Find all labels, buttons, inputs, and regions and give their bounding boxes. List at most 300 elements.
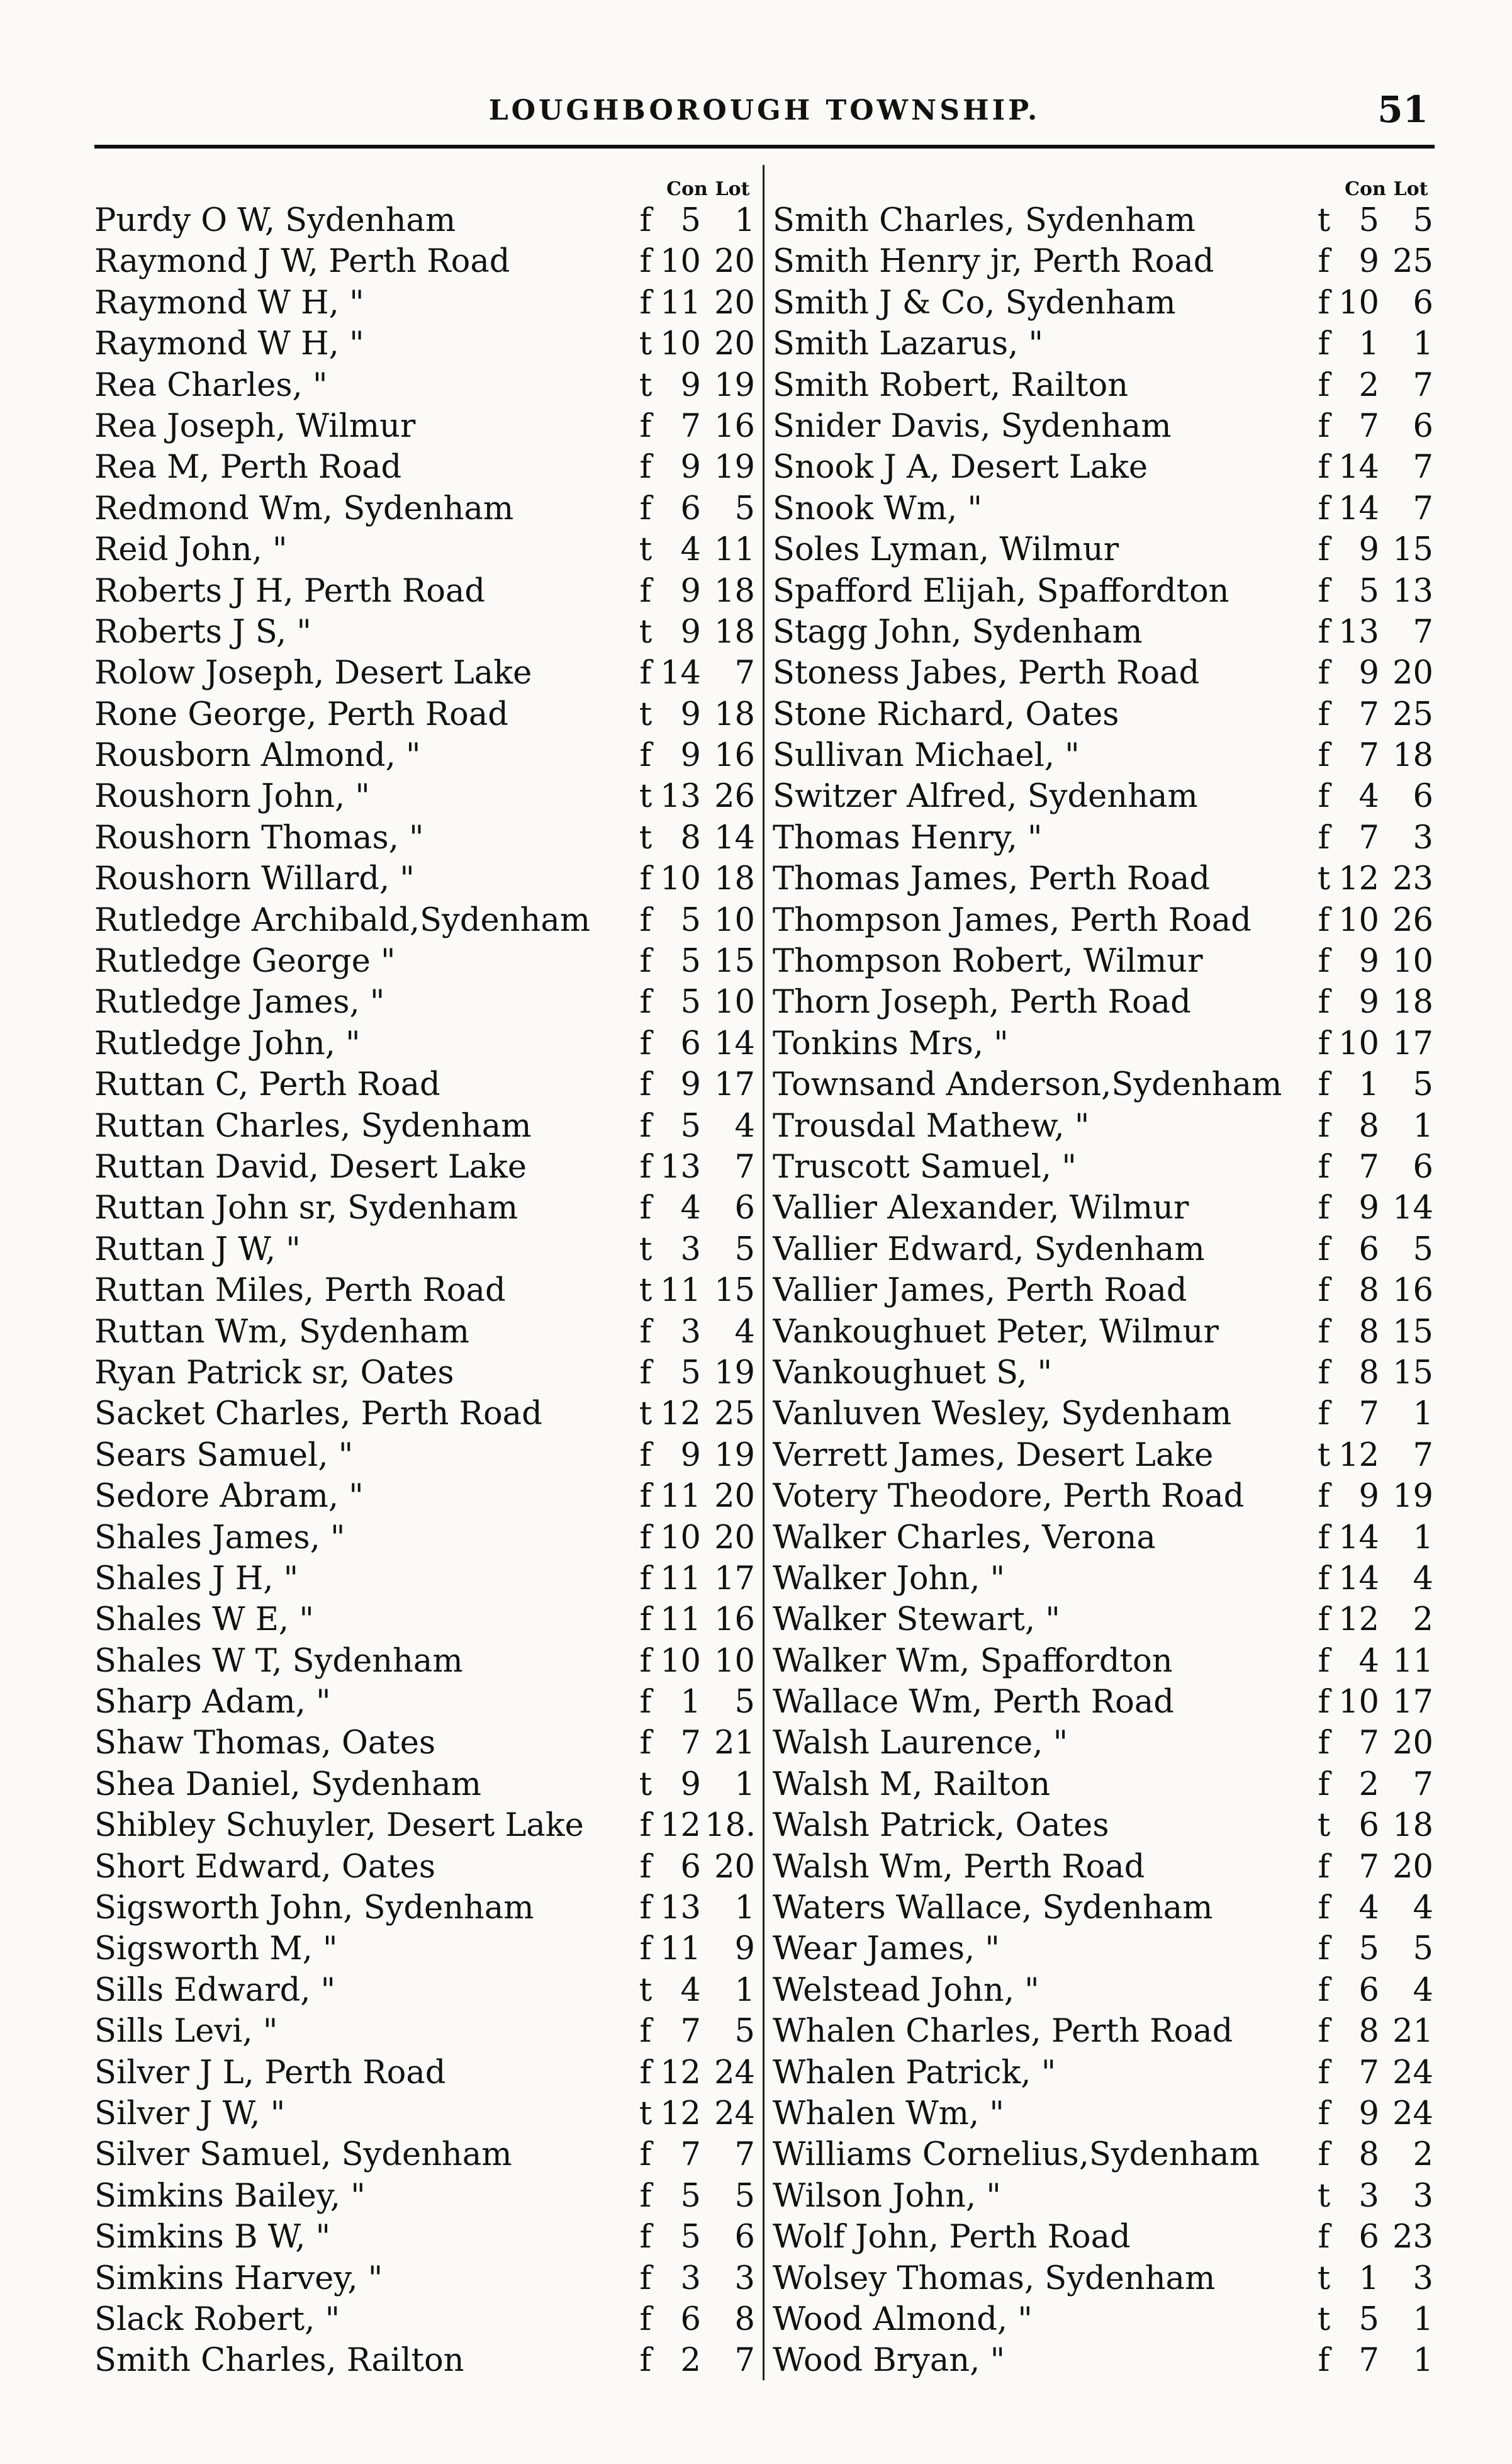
entry-name: Simkins Bailey, ": [94, 2177, 366, 2215]
entry-name: Ruttan David, Desert Lake: [94, 1148, 527, 1186]
entry-tenure: f: [639, 1148, 652, 1186]
entry-tenure: f: [1318, 695, 1330, 733]
entry-lot: 7: [1413, 1436, 1433, 1474]
page-number: 51: [1377, 88, 1428, 131]
entry-name: Short Edward, Oates: [94, 1848, 436, 1886]
entry-concession: 2: [1358, 366, 1379, 404]
entry-lot: 4: [1413, 1889, 1433, 1927]
entry-lot: 19: [714, 1354, 755, 1392]
directory-entry: [773, 1393, 1433, 1434]
entry-lot: 25: [1392, 695, 1433, 733]
entry-tenure: f: [1318, 531, 1330, 569]
entry-concession: 6: [1358, 1971, 1379, 2009]
directory-entry: [94, 941, 755, 982]
entry-tenure: f: [1318, 1889, 1330, 1927]
entry-tenure: f: [639, 2219, 652, 2256]
entry-concession: 9: [680, 572, 701, 610]
entry-name: Walsh M, Railton: [773, 1765, 1051, 1803]
entry-lot: 16: [714, 737, 755, 775]
entry-lot: 7: [734, 2136, 755, 2174]
directory-entry: [94, 1476, 755, 1517]
entry-name: Snook Wm, ": [773, 490, 982, 527]
directory-entry: [773, 2093, 1433, 2134]
entry-concession: 12: [660, 2095, 701, 2132]
directory-entry: [94, 1353, 755, 1393]
con-header: Con: [666, 178, 708, 200]
entry-concession: 12: [1338, 1601, 1379, 1639]
entry-lot: 18: [714, 572, 755, 610]
entry-name: Vankoughuet Peter, Wilmur: [773, 1313, 1219, 1351]
entry-lot: 20: [714, 1848, 755, 1886]
entry-name: Shea Daniel, Sydenham: [94, 1765, 481, 1803]
entry-name: Vallier Edward, Sydenham: [773, 1230, 1205, 1268]
entry-tenure: f: [639, 1642, 652, 1680]
entry-tenure: f: [1318, 1684, 1330, 1721]
entry-name: Stagg John, Sydenham: [773, 613, 1143, 651]
entry-lot: 1: [734, 1889, 755, 1927]
entry-lot: 3: [1413, 2177, 1433, 2215]
entry-name: Snook J A, Desert Lake: [773, 449, 1148, 487]
entry-name: Shibley Schuyler, Desert Lake: [94, 1807, 584, 1845]
entry-lot: 7: [734, 655, 755, 692]
entry-lot: 20: [714, 1478, 755, 1516]
entry-lot: 14: [1392, 1190, 1433, 1227]
entry-name: Wolf John, Perth Road: [773, 2219, 1131, 2256]
entry-concession: 8: [1358, 1272, 1379, 1310]
entry-concession: 5: [680, 2177, 701, 2215]
entry-concession: 7: [1358, 819, 1379, 857]
directory-entry: [94, 283, 755, 323]
entry-tenure: f: [639, 1313, 652, 1351]
directory-entry: [773, 1723, 1433, 1764]
entry-tenure: f: [1318, 1724, 1330, 1762]
directory-entry: [773, 982, 1433, 1023]
entry-tenure: f: [639, 490, 652, 527]
entry-lot: 19: [714, 449, 755, 487]
entry-tenure: f: [1318, 1642, 1330, 1680]
entry-concession: 5: [680, 901, 701, 939]
entry-concession: 10: [1338, 1025, 1379, 1062]
entry-tenure: f: [639, 1519, 652, 1556]
entry-name: Whalen Patrick, ": [773, 2054, 1056, 2091]
entry-name: Smith Charles, Railton: [94, 2342, 464, 2380]
entry-tenure: f: [639, 1066, 652, 1104]
directory-entry: [773, 2299, 1433, 2340]
directory-entry: [773, 694, 1433, 735]
entry-tenure: t: [639, 2095, 652, 2132]
lot-header: Lot: [1393, 178, 1428, 200]
entry-tenure: f: [639, 901, 652, 939]
entry-lot: 23: [1392, 2219, 1433, 2256]
entry-tenure: f: [1318, 325, 1330, 363]
entry-lot: 1: [1413, 1519, 1433, 1556]
directory-entry: [94, 1599, 755, 1640]
directory-entry: [94, 1970, 755, 2011]
directory-entry: [94, 529, 755, 570]
directory-entry: [773, 1599, 1433, 1640]
entry-concession: 9: [1358, 943, 1379, 981]
entry-concession: 11: [660, 1478, 701, 1516]
entry-concession: 1: [1358, 1066, 1379, 1104]
entry-concession: 8: [1358, 2136, 1379, 2174]
entry-tenure: f: [1318, 1066, 1330, 1104]
entry-lot: 2: [1413, 1601, 1433, 1639]
directory-entry: [94, 406, 755, 447]
entry-tenure: t: [639, 1765, 652, 1803]
entry-tenure: f: [639, 1889, 652, 1927]
entry-lot: 5: [1413, 1930, 1433, 1968]
entry-name: Welstead John, ": [773, 1971, 1039, 2009]
directory-entry: [94, 1106, 755, 1147]
entry-lot: 25: [1392, 243, 1433, 281]
entry-concession: 5: [680, 1354, 701, 1392]
entry-concession: 10: [660, 243, 701, 281]
entry-concession: 10: [660, 325, 701, 363]
entry-name: Sharp Adam, ": [94, 1684, 331, 1721]
entry-tenure: f: [1318, 901, 1330, 939]
entry-lot: 18: [714, 860, 755, 898]
entry-lot: 5: [734, 490, 755, 527]
entry-lot: 6: [734, 1190, 755, 1227]
directory-entry: [94, 1517, 755, 1558]
directory-entry: [94, 2299, 755, 2340]
entry-lot: 3: [734, 2259, 755, 2297]
entry-lot: 18: [714, 613, 755, 651]
directory-entry: [773, 858, 1433, 899]
entry-tenure: f: [1318, 1848, 1330, 1886]
right-column-header: [773, 165, 1433, 200]
entry-lot: 14: [714, 819, 755, 857]
entry-tenure: f: [639, 1190, 652, 1227]
entry-lot: 7: [734, 2342, 755, 2380]
entry-tenure: f: [639, 943, 652, 981]
entry-concession: 8: [1358, 1354, 1379, 1392]
entry-name: Shales W T, Sydenham: [94, 1642, 463, 1680]
entry-name: Raymond J W, Perth Road: [94, 243, 510, 281]
directory-entry: [773, 1106, 1433, 1147]
directory-entry: [94, 612, 755, 653]
entry-name: Vanluven Wesley, Sydenham: [773, 1395, 1232, 1433]
lot-header: Lot: [715, 178, 750, 200]
directory-entry: [94, 1435, 755, 1476]
entry-tenure: f: [639, 1601, 652, 1639]
entry-tenure: f: [1318, 778, 1330, 816]
directory-entry: [773, 1435, 1433, 1476]
entry-concession: 9: [1358, 655, 1379, 692]
directory-entry: [773, 283, 1433, 323]
entry-tenure: f: [639, 1930, 652, 1968]
entry-lot: 20: [714, 1519, 755, 1556]
directory-entry: [94, 1064, 755, 1105]
directory-entry: [94, 2340, 755, 2381]
entry-lot: 1: [734, 202, 755, 239]
entry-lot: 1: [734, 1765, 755, 1803]
entry-name: Rutledge John, ": [94, 1025, 361, 1062]
entry-lot: 16: [1392, 1272, 1433, 1310]
entry-name: Snider Davis, Sydenham: [773, 407, 1172, 445]
entry-name: Verrett James, Desert Lake: [773, 1436, 1214, 1474]
entry-name: Roushorn Thomas, ": [94, 819, 424, 857]
entry-tenure: t: [1317, 860, 1331, 898]
entry-lot: 24: [1392, 2054, 1433, 2091]
entry-lot: 1: [1413, 1395, 1433, 1433]
entry-tenure: f: [1318, 943, 1330, 981]
entry-name: Sedore Abram, ": [94, 1478, 364, 1516]
entry-name: Williams Cornelius,Sydenham: [773, 2136, 1260, 2174]
entry-lot: 6: [734, 2219, 755, 2256]
entry-concession: 9: [1358, 243, 1379, 281]
entry-name: Sills Edward, ": [94, 1971, 336, 2009]
directory-entry: [773, 1353, 1433, 1393]
entry-name: Walker John, ": [773, 1560, 1005, 1597]
directory-entry: [94, 241, 755, 282]
entry-lot: 5: [734, 2177, 755, 2215]
entry-tenure: t: [1317, 1807, 1331, 1845]
directory-entry: [773, 735, 1433, 776]
directory-entry: [773, 900, 1433, 941]
entry-lot: 5: [734, 1684, 755, 1721]
entry-tenure: f: [1318, 1313, 1330, 1351]
entry-name: Roberts J S, ": [94, 613, 311, 651]
entry-name: Rea M, Perth Road: [94, 449, 402, 487]
entry-lot: 7: [1413, 366, 1433, 404]
entry-tenure: t: [1317, 2300, 1331, 2338]
entry-tenure: t: [639, 1395, 652, 1433]
entry-tenure: t: [639, 325, 652, 363]
entry-tenure: f: [639, 1684, 652, 1721]
entry-lot: 10: [714, 984, 755, 1021]
entry-lot: 3: [1413, 2259, 1433, 2297]
entry-tenure: t: [639, 1230, 652, 1268]
entry-concession: 9: [680, 449, 701, 487]
directory-entry: [94, 1312, 755, 1353]
entry-tenure: t: [1317, 2177, 1331, 2215]
directory-entry: [773, 776, 1433, 817]
entry-tenure: f: [639, 2342, 652, 2380]
entry-name: Sullivan Michael, ": [773, 737, 1080, 775]
entry-lot: 9: [734, 1930, 755, 1968]
entry-name: Walsh Wm, Perth Road: [773, 1848, 1145, 1886]
entry-tenure: t: [639, 1971, 652, 2009]
entry-lot: 1: [1413, 325, 1433, 363]
directory-entry: [94, 818, 755, 858]
directory-entry: [94, 1764, 755, 1805]
entry-name: Wood Almond, ": [773, 2300, 1033, 2338]
directory-entry: [773, 1641, 1433, 1682]
entry-tenure: f: [639, 1107, 652, 1145]
directory-entry: [773, 612, 1433, 653]
entry-concession: 14: [1338, 1560, 1379, 1597]
entry-lot: 7: [1413, 449, 1433, 487]
entry-concession: 7: [1358, 1148, 1379, 1186]
entry-name: Ruttan Wm, Sydenham: [94, 1313, 469, 1351]
directory-entry: [773, 529, 1433, 570]
entry-tenure: f: [1318, 1601, 1330, 1639]
entry-name: Thompson Robert, Wilmur: [773, 943, 1203, 981]
entry-tenure: f: [639, 572, 652, 610]
entry-lot: 20: [714, 325, 755, 363]
entry-lot: 17: [1392, 1025, 1433, 1062]
entry-concession: 12: [1338, 860, 1379, 898]
entry-concession: 8: [1358, 2013, 1379, 2051]
directory-entry: [94, 694, 755, 735]
entry-name: Smith Robert, Railton: [773, 366, 1129, 404]
directory-entry: [94, 365, 755, 406]
entry-lot: 18.: [705, 1807, 756, 1845]
directory-entry: [773, 1476, 1433, 1517]
entry-concession: 12: [1338, 1436, 1379, 1474]
entry-concession: 5: [1358, 2300, 1379, 2338]
entry-lot: 10: [1392, 943, 1433, 981]
entry-lot: 8: [734, 2300, 755, 2338]
entry-lot: 20: [1392, 655, 1433, 692]
entry-name: Roushorn Willard, ": [94, 860, 415, 898]
directory-entry: [773, 2217, 1433, 2258]
entry-tenure: f: [639, 2177, 652, 2215]
directory-entry: [773, 2052, 1433, 2093]
directory-entry: [773, 488, 1433, 529]
entry-concession: 11: [660, 1930, 701, 1968]
entry-tenure: f: [639, 1807, 652, 1845]
entry-name: Shales W E, ": [94, 1601, 314, 1639]
entry-lot: 5: [734, 2013, 755, 2051]
directory-entry: [94, 1558, 755, 1599]
entry-concession: 6: [1358, 2219, 1379, 2256]
entry-tenure: f: [639, 2054, 652, 2091]
entry-tenure: f: [639, 1724, 652, 1762]
entry-name: Ryan Patrick sr, Oates: [94, 1354, 454, 1392]
directory-entry: [773, 2258, 1433, 2299]
entry-concession: 2: [1358, 1765, 1379, 1803]
entry-concession: 4: [1358, 1642, 1379, 1680]
entry-lot: 19: [714, 366, 755, 404]
entry-name: Silver J L, Perth Road: [94, 2054, 446, 2091]
entry-lot: 14: [714, 1025, 755, 1062]
entry-name: Sears Samuel, ": [94, 1436, 354, 1474]
entry-lot: 5: [1413, 202, 1433, 239]
entry-concession: 6: [1358, 1807, 1379, 1845]
entry-name: Ruttan C, Perth Road: [94, 1066, 440, 1104]
entry-tenure: f: [1318, 1765, 1330, 1803]
directory-entry: [94, 1147, 755, 1188]
entry-tenure: f: [639, 2013, 652, 2051]
entry-tenure: f: [639, 1354, 652, 1392]
entry-concession: 3: [680, 1230, 701, 1268]
entry-lot: 6: [1413, 1148, 1433, 1186]
entry-concession: 4: [680, 1971, 701, 2009]
directory-entry: [94, 858, 755, 899]
entry-tenure: f: [1318, 1272, 1330, 1310]
entry-concession: 10: [660, 860, 701, 898]
entry-name: Walker Charles, Verona: [773, 1519, 1156, 1556]
entry-name: Purdy O W, Sydenham: [94, 202, 456, 239]
entry-name: Votery Theodore, Perth Road: [773, 1478, 1245, 1516]
entry-lot: 24: [714, 2095, 755, 2132]
directory-entry: [94, 488, 755, 529]
directory-entry: [773, 2011, 1433, 2052]
entry-concession: 5: [680, 1107, 701, 1145]
entry-concession: 5: [680, 943, 701, 981]
directory-entry: [94, 1805, 755, 1846]
directory-entry: [94, 900, 755, 941]
entry-concession: 3: [1358, 2177, 1379, 2215]
entry-tenure: f: [639, 1478, 652, 1516]
entry-tenure: f: [1318, 2013, 1330, 2051]
entry-tenure: f: [1318, 449, 1330, 487]
directory-entry: [773, 2134, 1433, 2175]
entry-name: Wallace Wm, Perth Road: [773, 1684, 1174, 1721]
entry-name: Silver J W, ": [94, 2095, 286, 2132]
entry-concession: 6: [680, 1848, 701, 1886]
entry-lot: 18: [1392, 984, 1433, 1021]
entry-lot: 5: [1413, 1066, 1433, 1104]
entry-name: Whalen Wm, ": [773, 2095, 1004, 2132]
entry-name: Rutledge Archibald,Sydenham: [94, 901, 591, 939]
directory-entry: [94, 653, 755, 694]
entry-concession: 9: [680, 1765, 701, 1803]
entry-name: Raymond W H, ": [94, 325, 364, 363]
entry-lot: 18: [1392, 737, 1433, 775]
entry-concession: 7: [680, 1724, 701, 1762]
entry-concession: 13: [1338, 613, 1379, 651]
directory-entry: [94, 1641, 755, 1682]
entry-name: Wilson John, ": [773, 2177, 1001, 2215]
directory-entry: [773, 1847, 1433, 1887]
entry-name: Wolsey Thomas, Sydenham: [773, 2259, 1216, 2297]
entry-tenure: f: [639, 202, 652, 239]
entry-concession: 8: [680, 819, 701, 857]
entry-concession: 9: [680, 1066, 701, 1104]
entry-concession: 7: [1358, 1395, 1379, 1433]
con-header: Con: [1345, 178, 1386, 200]
entry-name: Townsand Anderson,Sydenham: [773, 1066, 1282, 1104]
directory-entry: [94, 1682, 755, 1723]
entry-lot: 19: [714, 1436, 755, 1474]
entry-name: Whalen Charles, Perth Road: [773, 2013, 1233, 2051]
entry-tenure: t: [639, 366, 652, 404]
entry-tenure: f: [1318, 490, 1330, 527]
entry-tenure: f: [1318, 1148, 1330, 1186]
entry-name: Smith J & Co, Sydenham: [773, 284, 1176, 322]
entry-name: Ruttan Miles, Perth Road: [94, 1272, 506, 1310]
entry-concession: 7: [1358, 737, 1379, 775]
entry-name: Thompson James, Perth Road: [773, 901, 1252, 939]
entry-concession: 9: [1358, 531, 1379, 569]
entry-concession: 4: [680, 1190, 701, 1227]
entry-lot: 19: [1392, 1478, 1433, 1516]
directory-entry: [94, 735, 755, 776]
directory-entry: [94, 1393, 755, 1434]
entry-name: Rutledge George ": [94, 943, 396, 981]
entry-name: Slack Robert, ": [94, 2300, 340, 2338]
entry-name: Shales J H, ": [94, 1560, 299, 1597]
entry-name: Rutledge James, ": [94, 984, 385, 1021]
entry-lot: 5: [1413, 1230, 1433, 1268]
directory-entry: [94, 982, 755, 1023]
entry-lot: 1: [1413, 2342, 1433, 2380]
directory-entry: [94, 571, 755, 612]
directory-entry: [94, 2093, 755, 2134]
entry-tenure: f: [1318, 284, 1330, 322]
entry-concession: 4: [680, 531, 701, 569]
entry-tenure: t: [639, 1272, 652, 1310]
entry-name: Sills Levi, ": [94, 2013, 278, 2051]
directory-entry: [94, 2258, 755, 2299]
entry-lot: 21: [714, 1724, 755, 1762]
directory-entry: [773, 653, 1433, 694]
entry-lot: 4: [734, 1107, 755, 1145]
entry-tenure: f: [639, 860, 652, 898]
